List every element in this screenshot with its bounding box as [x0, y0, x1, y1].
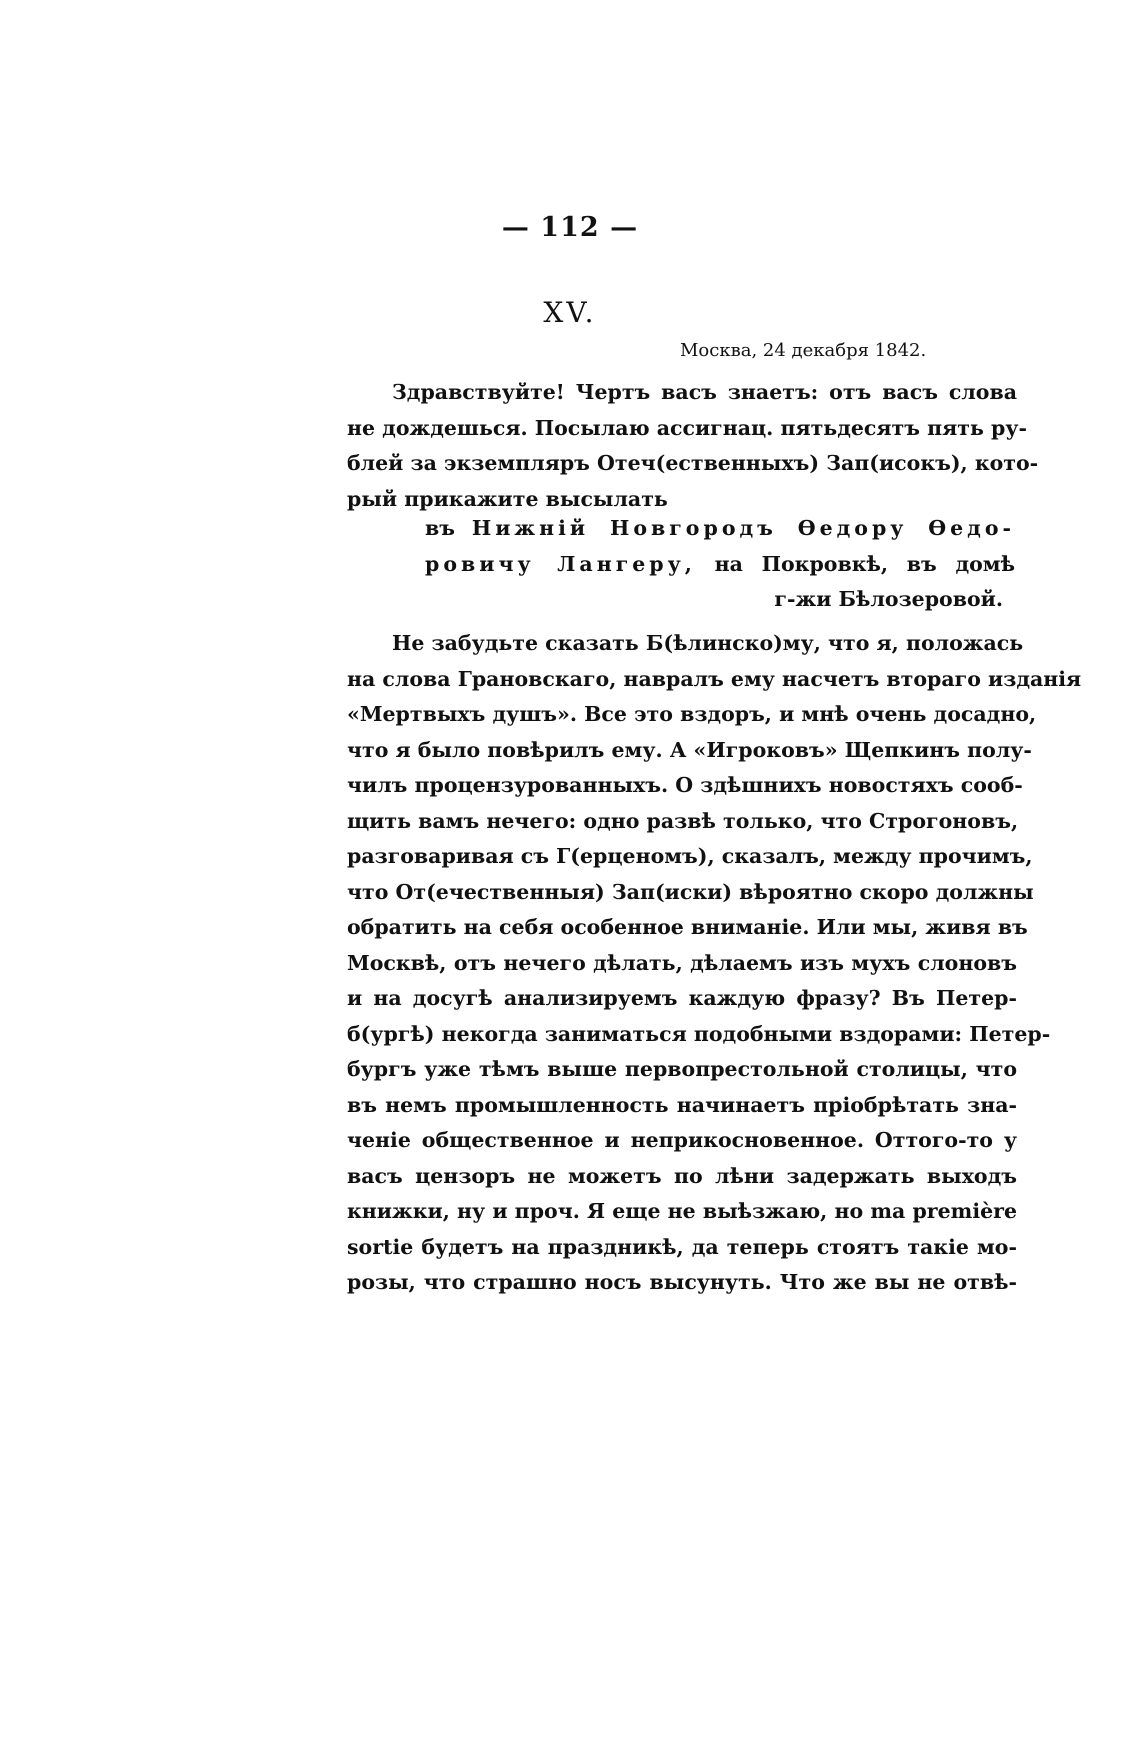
address-line-2 — [425, 547, 1015, 583]
page-number: — 112 — — [501, 212, 639, 243]
text-line: чилъ процензурованныхъ. О здѣшнихъ новостяхъ сооб- — [347, 773, 1023, 797]
address-block — [425, 511, 1015, 618]
paragraph-2 — [347, 626, 1082, 1301]
address-name: ровичу Лангеру, — [425, 551, 696, 576]
dateline: Москва, 24 декабря 1842. — [680, 340, 927, 361]
text-line: Москвѣ, отъ нечего дѣлать, дѣлаемъ изъ мухъ слоновъ — [347, 950, 1017, 975]
text-line: и на досугѣ анализируемъ каждую фразу? Въ Петер- — [347, 986, 1017, 1010]
address-line-1 — [425, 511, 1015, 547]
address-street: на Покровкѣ, въ домѣ — [714, 551, 1016, 576]
text-line: въ немъ промышленность начинаетъ пріобрѣтать зна- — [347, 1092, 1017, 1117]
letter-number-heading: XV. — [543, 296, 597, 329]
text-line: рый прикажите высылать — [347, 486, 668, 511]
text-line: что я было повѣрилъ ему. А «Игроковъ» Щепкинъ полу- — [347, 737, 1032, 762]
text-line: не дождешься. Посылаю ассигнац. пятьдесятъ пять ру- — [347, 415, 1027, 440]
text-line: «Мертвыхъ душъ». Все это вздоръ, и мнѣ очень досадно, — [347, 702, 1037, 726]
text-line: Не забудьте сказать Б(ѣлинско)му, что я, положась — [392, 631, 1024, 655]
text-line: обратить на себя особенное вниманіе. Или мы, живя въ — [347, 915, 1028, 939]
text-line: щить вамъ нечего: одно развѣ только, что Строгоновъ, — [347, 808, 1019, 833]
text-line: б(ургѣ) некогда заниматься подобными вздорами: Петер- — [347, 1021, 1051, 1046]
text-line: на слова Грановскаго, навралъ ему насчетъ втораго изданія — [347, 666, 1082, 691]
address-city: Нижній Новгородъ Өедору Өедо- — [471, 516, 1016, 540]
text-line: что От(ечественныя) Зап(иски) вѣроятно скоро должны — [347, 879, 1034, 904]
text-line: ченіе общественное и неприкосновенное. Оттого-то у — [347, 1128, 1017, 1152]
address-line-3: г-жи Бѣлозеровой. — [774, 587, 1003, 611]
text-line: книжки, ну и проч. Я еще не выѣзжаю, но ma première — [347, 1199, 1017, 1223]
text-line: разговаривая съ Г(ерценомъ), сказалъ, между прочимъ, — [347, 844, 1033, 868]
paragraph-1 — [347, 375, 1039, 517]
text-line: Здравствуйте! Чертъ васъ знаетъ: отъ васъ слова — [392, 380, 1017, 404]
address-prefix: въ — [425, 516, 455, 540]
text-line: бургъ уже тѣмъ выше первопрестольной столицы, что — [347, 1057, 1017, 1081]
text-line: sortie будетъ на праздникѣ, да теперь стоятъ такіе мо- — [347, 1234, 1017, 1259]
text-line: блей за экземпляръ Отеч(ественныхъ) Зап(исокъ), кото- — [347, 451, 1039, 475]
text-line: розы, что страшно носъ высунуть. Что же вы не отвѣ- — [347, 1270, 1017, 1294]
text-line: васъ цензоръ не можетъ по лѣни задержать выходъ — [347, 1163, 1017, 1188]
